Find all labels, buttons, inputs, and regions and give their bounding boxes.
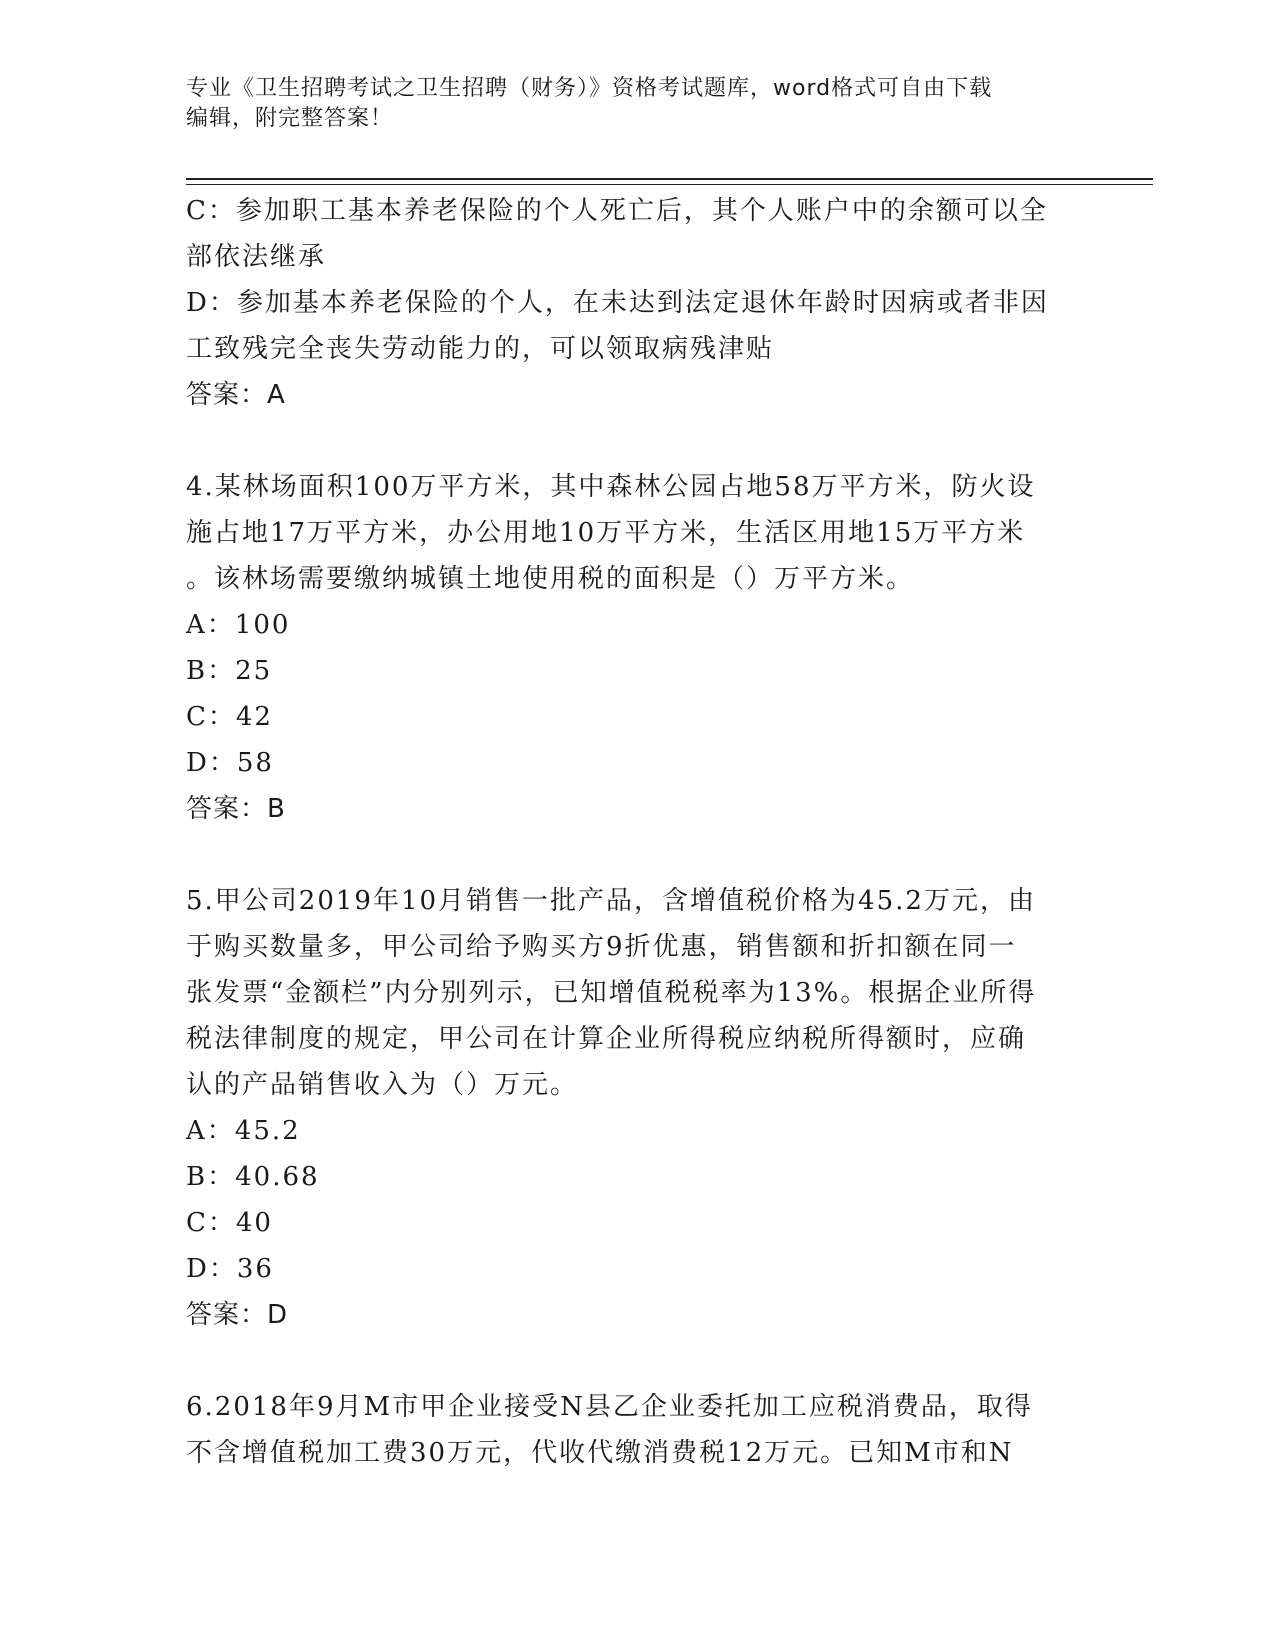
q5-stem-line-4: 税法律制度的规定，甲公司在计算企业所得税应纳税所得额时，应确 xyxy=(186,1024,1027,1054)
q6-stem-line-1: 6.2018年9月M市甲企业接受N县乙企业委托加工应税消费品，取得 xyxy=(186,1392,1033,1422)
spacer xyxy=(186,1338,1086,1384)
header-line-1: 专业《卫生招聘考试之卫生招聘（财务）》资格考试题库，word格式可自由下载 xyxy=(186,76,993,101)
question-6 xyxy=(186,1384,1086,1476)
q5-option-d: D：36 xyxy=(186,1254,274,1284)
question-3 xyxy=(186,188,1086,418)
q4-stem-line-3: 。该林场需要缴纳城镇土地使用税的面积是（）万平方米。 xyxy=(186,564,915,594)
q5-answer: 答案：D xyxy=(186,1300,289,1330)
q5-stem-line-3: 张发票“金额栏”内分别列示，已知增值税税率为13%。根据企业所得 xyxy=(186,978,1037,1008)
q5-stem-line-2: 于购买数量多，甲公司给予购买方9折优惠，销售额和折扣额在同一 xyxy=(186,932,1017,962)
q4-stem-line-1: 4.某林场面积100万平方米，其中森林公园占地58万平方米，防火设 xyxy=(186,472,1036,502)
question-5 xyxy=(186,878,1086,1338)
spacer xyxy=(186,418,1086,464)
spacer xyxy=(186,832,1086,878)
q3-option-c-line-1: C：参加职工基本养老保险的个人死亡后，其个人账户中的余额可以全 xyxy=(186,196,1048,226)
q5-option-a: A：45.2 xyxy=(186,1116,301,1146)
q3-option-d-line-1: D：参加基本养老保险的个人，在未达到法定退休年龄时因病或者非因 xyxy=(186,288,1049,318)
question-4 xyxy=(186,464,1086,832)
q5-stem-line-5: 认的产品销售收入为（）万元。 xyxy=(186,1070,579,1100)
q3-option-c-line-2: 部依法继承 xyxy=(186,242,327,272)
q3-answer: 答案：A xyxy=(186,380,286,410)
q5-option-c: C：40 xyxy=(186,1208,273,1238)
q3-option-d-line-2: 工致残完全丧失劳动能力的，可以领取病残津贴 xyxy=(186,334,775,364)
q4-option-d: D：58 xyxy=(186,748,274,778)
document-body xyxy=(186,188,1086,1476)
header-line-2: 编辑，附完整答案！ xyxy=(186,106,394,131)
q4-option-a: A：100 xyxy=(186,610,291,640)
q4-option-c: C：42 xyxy=(186,702,273,732)
q5-stem-line-1: 5.甲公司2019年10月销售一批产品，含增值税价格为45.2万元，由 xyxy=(186,886,1036,916)
q4-option-b: B：25 xyxy=(186,656,273,686)
q5-option-b: B：40.68 xyxy=(186,1162,320,1192)
header-rule-thick xyxy=(186,178,1153,180)
q6-stem-line-2: 不含增值税加工费30万元，代收代缴消费税12万元。已知M市和N xyxy=(186,1438,1014,1468)
q4-answer: 答案：B xyxy=(186,794,286,824)
document-header xyxy=(186,74,1066,134)
header-rule-thin xyxy=(186,184,1153,185)
q4-stem-line-2: 施占地17万平方米，办公用地10万平方米，生活区用地15万平方米 xyxy=(186,518,1026,548)
